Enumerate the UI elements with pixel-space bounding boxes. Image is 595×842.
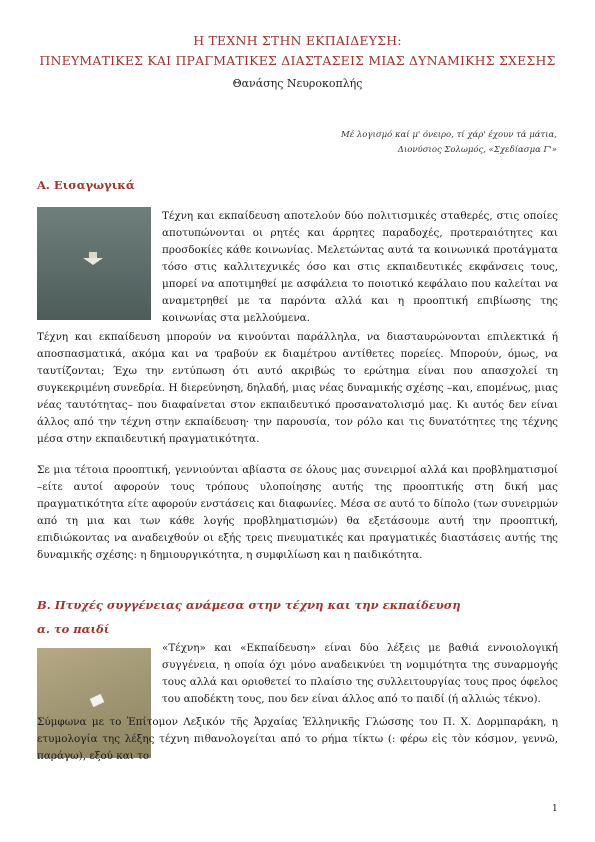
- author: Θανάσης Νευροκοπλής: [232, 77, 363, 90]
- paragraph-4: «Τέχνη» και «Εκπαίδευση» είναι δύο λέξεις με βαθιά εννοιολογική συγγένεια, η οποία όχι μόνο αναδεικνύει τη νομιμότητα της συναρμογής τους αλλά και οριοθετεί το πλαίσιο της συλλειτουργίας τους προς όφελος του αποδέκτη τους, που δεν είναι άλλος από το παιδί (ή αλλιώς τέκνο).: [162, 642, 558, 705]
- title-line-1: Η ΤΕΧΝΗ ΣΤΗΝ ΕΚΠΑΙΔΕΥΣΗ:: [193, 33, 402, 48]
- paragraph-5: Σύμφωνα με το Ἐπίτομον Λεξικόν τῆς Ἀρχαίας Ἑλληνικῆς Γλώσσης του Π. Χ. Δορμπαράκη, η ετυμολογία της λέξης τέχνη πιθανολογείται από το ρήμα τίκτω (: φέρω εἰς τὸν κόσμον, γεννῶ, παράγω), εξού και το: [37, 716, 558, 762]
- title-line-2: ΠΝΕΥΜΑΤΙΚΕΣ ΚΑΙ ΠΡΑΓΜΑΤΙΚΕΣ ΔΙΑΣΤΑΣΕΙΣ ΜΙΑΣ ΔΥΝΑΜΙΚΗΣ ΣΧΕΣΗΣ: [39, 53, 556, 68]
- paragraph-2: Τέχνη και εκπαίδευση μπορούν να κινούνται παράλληλα, να διασταυρώνονται επιλεκτικά ή αποσπασματικά, ακόμα και να τραβούν εκ διαμέτρου αντίθετες πορείες. Μπορούν, όμως, να ταυτίζονται; Έχω την εντύπωση ότι αυτό ακριβώς το ερώτημα είναι που απασχολεί τη συγκεκριμένη συνεδρία. Η διερεύνηση, δηλαδή, μιας νέας δυναμικής σχέσης –και, επομένως, μιας νέας ταυτότητας– που διαφαίνεται στον εκπαιδευτικό προσανατολισμό μας. Κι αυτός δεν είναι άλλος από την τέχνη στην εκπαίδευση· την παρουσία, τον ρόλο και τις δυνατότητες της τέχνης μέσα στην εκπαιδευτική πραγματικότητα.: [37, 331, 558, 445]
- epigraph-source: Διονύσιος Σολωμός, «Σχεδίασμα Γ'»: [397, 145, 557, 155]
- page-number: 1: [552, 804, 558, 814]
- subsection-heading-child: α. το παιδί: [37, 622, 110, 636]
- paper-piece: [90, 694, 105, 707]
- epigraph-verse: Μέ λογισμό καί μ' όνειρο, τί χάρ' έχουν τά μάτια,: [340, 130, 557, 140]
- paper-boat-image: [37, 207, 151, 320]
- section-heading-b: Β. Πτυχές συγγένειας ανάμεσα στην τέχνη και την εκπαίδευση: [37, 598, 461, 612]
- section-heading-a: Α. Εισαγωγικά: [37, 178, 135, 192]
- paper-boat-hull: [83, 258, 103, 265]
- paragraph-3: Σε μια τέτοια προοπτική, γεννιούνται αβίαστα σε όλους μας συνειρμοί αλλά και προβληματισμοί –είτε αυτοί αφορούν τους τρόπους υλοποίησης αυτής της προοπτικής στη δική μας πραγματικότητα είτε αφορούν ενστάσεις και διαφωνίες. Μέσα σε αυτό το δίπολο (των συνειρμών από τη μια και των κάθε λογής προβληματισμών) θα εξετάσουμε αυτή την προοπτική, επιδιώκοντας να αναδειχθούν οι εξής τρεις πνευματικές και πραγματικές διαστάσεις αυτής της δυναμικής σχέσης: η δημιουργικότητα, η συμφιλίωση και η παιδικότητα.: [37, 464, 558, 561]
- paragraph-intro: Τέχνη και εκπαίδευση αποτελούν δύο πολιτισμικές σταθερές, στις οποίες αποτυπώνονται οι ρητές και άρρητες παραδοχές, προτεραιότητες και προσδοκίες κάθε κοινωνίας. Μελετώντας αυτά τα κοινωνικά προτάγματα τόσο στις καλλιτεχνικές όσο και στις εκπαιδευτικές εκφάνσεις τους, μπορεί να αποτιμηθεί με ασφάλεια το ποιοτικό κεφάλαιο που καλείται να αναμετρηθεί με τα παρόντα αλλά και η προοπτική επιβίωσης της κοινωνίας στα μελλούμενα.: [162, 210, 558, 324]
